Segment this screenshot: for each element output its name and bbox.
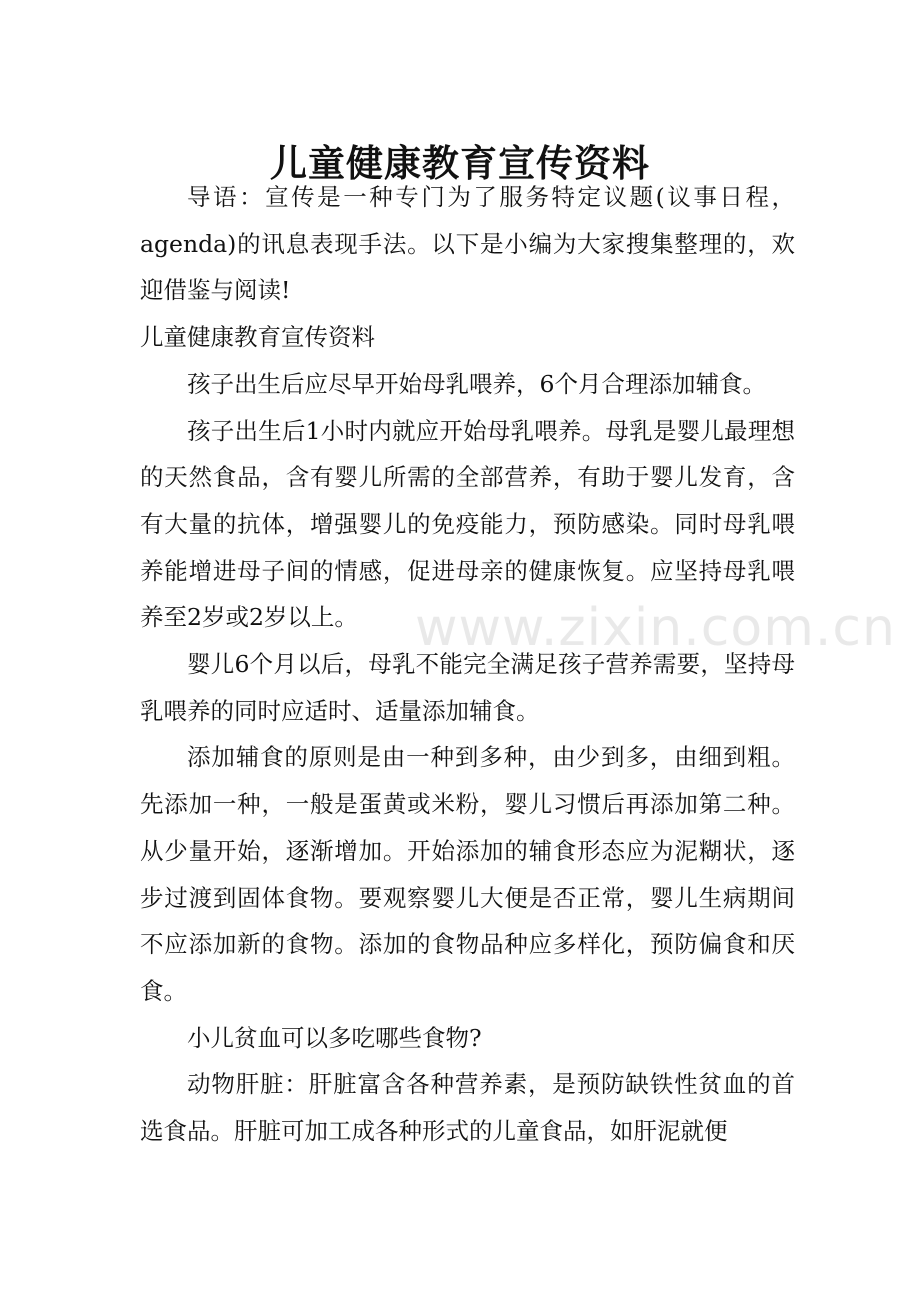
- intro-paragraph: 导语：宣传是一种专门为了服务特定议题(议事日程，agenda)的讯息表现手法。以下是小编为大家搜集整理的，欢迎借鉴与阅读!: [140, 183, 795, 305]
- body-question: 小儿贫血可以多吃哪些食物?: [187, 1023, 482, 1052]
- body-paragraph: 添加辅食的原则是由一种到多种，由少到多，由细到粗。先添加一种，一般是蛋黄或米粉，婴儿习惯后再添加第二种。从少量开始，逐渐增加。开始添加的辅食形态应为泥糊状，逐步过渡到固体食物。要观察婴儿大便是否正常，婴儿生病期间不应添加新的食物。添加的食物品种应多样化，预防偏食和厌食。: [140, 743, 795, 1005]
- document-title: 儿童健康教育宣传资料: [270, 140, 650, 185]
- section-heading: 儿童健康教育宣传资料: [140, 323, 375, 352]
- body-paragraph: 孩子出生后应尽早开始母乳喂养，6个月合理添加辅食。: [187, 369, 766, 398]
- body-paragraph: 婴儿6个月以后，母乳不能完全满足孩子营养需要，坚持母乳喂养的同时应适时、适量添加辅食。: [140, 650, 795, 725]
- body-paragraph: 动物肝脏：肝脏富含各种营养素，是预防缺铁性贫血的首选食品。肝脏可加工成各种形式的儿童食品，如肝泥就便: [140, 1070, 795, 1146]
- watermark: www.zixin.com.cn: [415, 598, 896, 658]
- body-paragraph: 孩子出生后1小时内就应开始母乳喂养。母乳是婴儿最理想的天然食品，含有婴儿所需的全部营养，有助于婴儿发育，含有大量的抗体，增强婴儿的免疫能力，预防感染。同时母乳喂养能增进母子间的情感，促进母亲的健康恢复。应坚持母乳喂养至2岁或2岁以上。: [140, 416, 795, 632]
- document-body: [140, 174, 795, 1155]
